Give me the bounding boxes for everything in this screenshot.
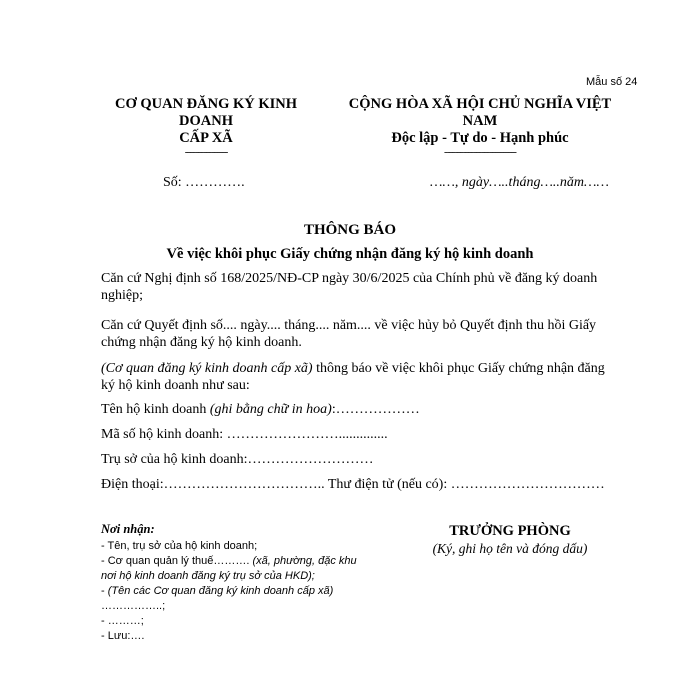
contact-line: Điện thoại:…………………………….. Thư điện tử (nếu có): ……………………………: [101, 477, 605, 492]
business-name-dots: :………………: [331, 402, 420, 417]
issuing-agency: [96, 96, 316, 157]
document-number: Số: ………….: [163, 175, 245, 190]
agency-line-2: DOANH: [179, 113, 233, 129]
agency-line-3: CẤP XÃ: [179, 130, 233, 146]
recipient-item: - ………;: [101, 615, 144, 627]
document-title: THÔNG BÁO: [303, 222, 397, 238]
recipients-heading: Nơi nhận:: [101, 522, 155, 536]
recipient-dash: -: [101, 585, 108, 597]
business-name-hint: (ghi bằng chữ in hoa): [209, 402, 332, 417]
nation-divider: ---------------------------: [444, 146, 516, 158]
business-name-line: [101, 401, 621, 418]
nation-line-1: CỘNG HÒA XÃ HỘI CHỦ NGHĨA VIỆT: [348, 96, 612, 112]
notice-paragraph: [101, 360, 621, 394]
document-date: ……, ngày…..tháng…..năm……: [430, 175, 609, 190]
recipient-item: [101, 554, 371, 569]
signature-note: (Ký, ghi họ tên và đóng dấu): [432, 541, 588, 556]
recipient-item: - Tên, trụ sở của hộ kinh doanh;: [101, 540, 258, 552]
national-motto: Độc lập - Tự do - Hạnh phúc: [391, 130, 569, 146]
form-number: Mẫu số 24: [586, 76, 638, 88]
business-office-line: Trụ sở của hộ kinh doanh:………………………: [101, 452, 374, 467]
nation-line-2: NAM: [462, 113, 498, 129]
notice-agency: (Cơ quan đăng ký kinh doanh cấp xã): [101, 361, 313, 376]
recipients-block: [101, 522, 371, 644]
document-subtitle: Về việc khôi phục Giấy chứng nhận đăng ký hộ kinh doanh: [166, 246, 534, 262]
agency-divider: ----------------: [184, 146, 228, 158]
signature-block: [410, 522, 610, 558]
legal-basis-decree: Căn cứ Nghị định số 168/2025/NĐ-CP ngày 30/6/2025 của Chính phủ về đăng ký doanh nghiệp;: [101, 271, 598, 303]
national-header: [330, 96, 630, 157]
signer-role: TRƯỞNG PHÒNG: [449, 523, 571, 539]
legal-basis-decision: Căn cứ Quyết định số.... ngày.... tháng.... năm.... về việc hủy bỏ Quyết định thu hồi Giấy chứng nhận đăng ký hộ kinh doanh.: [101, 318, 597, 350]
recipient-agencies-hint: (Tên các Cơ quan đăng ký kinh doanh cấp xã): [107, 585, 334, 597]
recipient-item: ……………..;: [101, 600, 166, 612]
recipient-item: [101, 584, 371, 599]
business-name-label: Tên hộ kinh doanh: [101, 402, 210, 417]
recipient-tax-agency: - Cơ quan quản lý thuế……….: [101, 555, 253, 567]
notice-text: thông báo về việc khôi phục Giấy chứng nhận đăng ký hộ kinh doanh như sau:: [101, 361, 605, 393]
agency-line-1: CƠ QUAN ĐĂNG KÝ KINH: [114, 96, 298, 112]
recipient-item-continued: nơi hộ kinh doanh đăng ký trụ sở của HKD);: [101, 570, 315, 582]
recipient-tax-hint: (xã, phường, đặc khu: [252, 555, 357, 567]
business-code-line: Mã số hộ kinh doanh: ……………………..............: [101, 427, 388, 442]
recipient-item: - Lưu:….: [101, 630, 145, 642]
